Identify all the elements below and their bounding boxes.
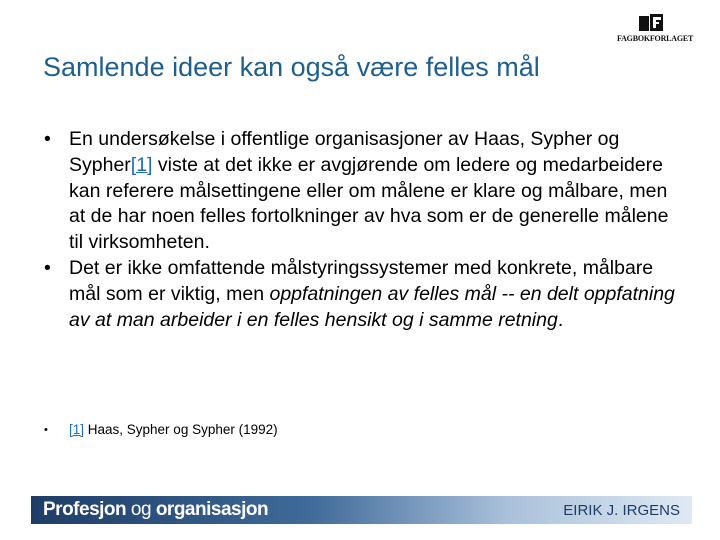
footnote-text: Haas, Sypher og Sypher (1992) [84, 422, 278, 437]
footer-banner [31, 496, 692, 524]
bullet-item [44, 127, 684, 256]
bullet-marker: • [44, 256, 51, 279]
bullet-italic-emphasis: oppfatningen av felles mål -- en delt oppfatning av at man arbeider i en felles hensikt og i samme retning [69, 282, 675, 331]
author-name: EIRIK J. IRGENS [563, 502, 680, 519]
book-title-connector: og [126, 499, 156, 520]
bullet-text: Det er ikke omfattende målstyringssystemer med konkrete, målbare mål som er viktig, men [69, 256, 654, 305]
bullet-text: En undersøkelse i offentlige organisasjoner av Haas, Sypher og Sypher [69, 128, 620, 176]
logo-text: FAGBOKFORLAGET [617, 34, 694, 43]
bullet-marker: • [44, 424, 48, 436]
book-title [43, 499, 268, 521]
book-title-word-2: organisasjon [155, 499, 269, 520]
bullet-text-end: . [557, 308, 564, 331]
slide-title: Samlende ideer kan også være felles mål [43, 52, 540, 82]
book-icon [639, 14, 663, 32]
footnote [44, 421, 278, 439]
book-title-word-1: Profesjon [43, 499, 127, 520]
footnote-anchor-link[interactable]: [1] [69, 422, 85, 437]
bullet-item [44, 256, 684, 333]
bullet-marker: • [44, 128, 51, 150]
slide-body [44, 127, 684, 333]
footnote-reference-link[interactable]: [1] [130, 153, 153, 176]
bullet-text-continued: viste at det ikke er avgjørende om ledere og medarbeidere kan referere målsettingene eller om målene er klare og målbare, men at de har noen felles fortolkninger av hva som er de generelle målene til virksomheten. [69, 153, 669, 254]
publisher-logo [617, 14, 694, 48]
